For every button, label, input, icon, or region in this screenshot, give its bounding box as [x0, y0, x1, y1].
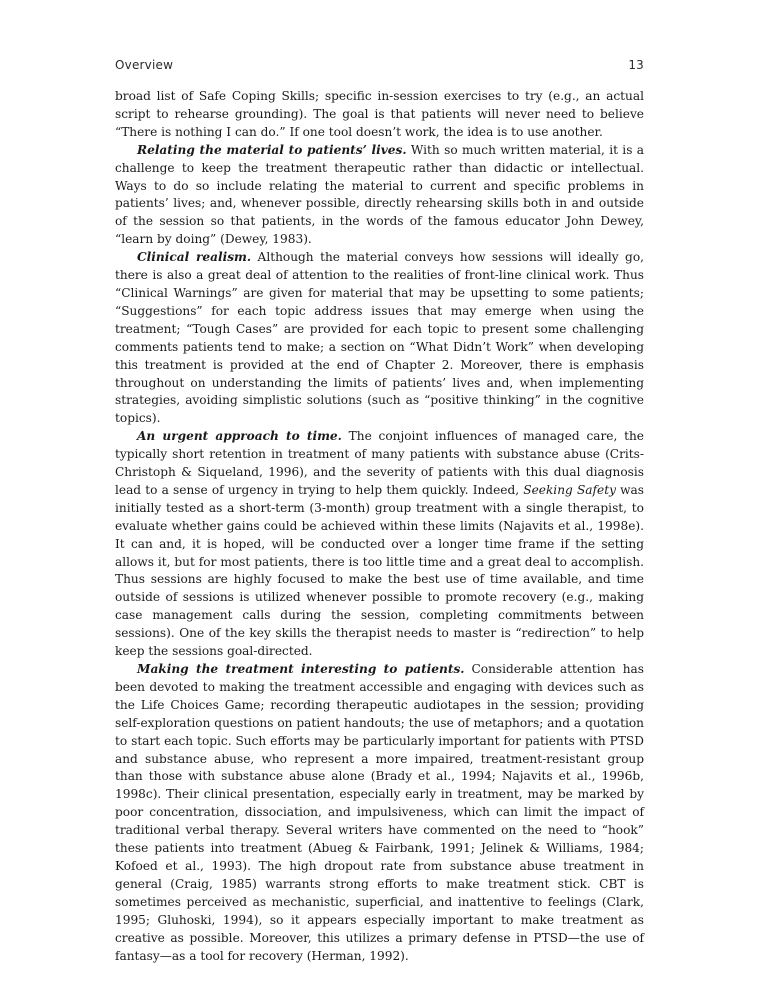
paragraph-text: The conjoint influences of managed care, the typically short retention in treatment of many patients with substance abuse (Crits-Christoph & Siqueland, 1996), and the severity of patients with this dual diagnosis lead to a sense of urgency in trying to help them quickly. Indeed,: [115, 429, 644, 497]
run-in-heading: Relating the material to patients’ lives.: [137, 142, 407, 157]
body-text: [115, 88, 644, 965]
paragraph-urgent-approach: [115, 428, 644, 661]
paragraph-text: Considerable attention has been devoted to making the treatment accessible and engaging with devices such as the Life Choices Game; recording therapeutic audiotapes in the session; providing self-exploration questions on patient handouts; the use of metaphors; and a quotation to start each topic. Such efforts may be particularly important for patients with PTSD and substance abuse, who represent a more impaired, treatment-resistant group than those with substance abuse alone (Brady et al., 1994; Najavits et al., 1996b, 1998c). Their clinical presentation, especially early in treatment, may be marked by poor concentration, dissociation, and impulsiveness, which can limit the impact of traditional verbal therapy. Several writers have commented on the need to “hook” these patients into treatment (Abueg & Fairbank, 1991; Jelinek & Williams, 1984; Kofoed et al., 1993). The high dropout rate from substance abuse treatment in general (Craig, 1985) warrants strong efforts to make treatment stick. CBT is sometimes perceived as mechanistic, superficial, and inattentive to feelings (Clark, 1995; Gluhoski, 1994), so it appears especially important to make treatment as creative as possible. Moreover, this utilizes a primary defense in PTSD—the use of fantasy—as a tool for recovery (Herman, 1992).: [115, 662, 644, 963]
paragraph-text: was initially tested as a short-term (3-month) group treatment with a single therapist, to evaluate whether gains could be achieved within these limits (Najavits et al., 1998e). It can and, it is hoped, will be conducted over a longer time frame if the setting allows it, but for most patients, there is too little time and a great deal to accomplish. Thus sessions are highly focused to make the best use of time available, and time outside of sessions is utilized whenever possible to promote recovery (e.g., making case management calls during the session, completing commitments between sessions). One of the key skills the therapist needs to master is “redirection” to help keep the sessions goal-directed.: [115, 482, 644, 659]
paragraph-text: Although the material conveys how sessions will ideally go, there is also a great deal of attention to the realities of front-line clinical work. Thus “Clinical Warnings” are given for material that may be upsetting to some patients; “Suggestions” for each topic address issues that may emerge when using the treatment; “Tough Cases” are provided for each topic to present some challenging comments patients tend to make; a section on “What Didn’t Work” when developing this treatment is provided at the end of Chapter 2. Moreover, there is emphasis throughout on understanding the limits of patients’ lives and, when implementing strategies, avoiding simplistic solutions (such as “positive thinking” in the cognitive topics).: [115, 250, 644, 426]
paragraph-clinical-realism: [115, 249, 644, 428]
page-number: 13: [628, 58, 644, 72]
book-title: Seeking Safety: [523, 482, 616, 497]
run-in-heading: Making the treatment interesting to patients.: [137, 662, 465, 676]
section-title: Overview: [115, 58, 174, 72]
run-in-heading: An urgent approach to time.: [137, 429, 342, 444]
paragraph-relating-material: [115, 142, 644, 249]
paragraph-continued: [115, 88, 644, 142]
run-in-heading: Clinical realism.: [137, 250, 252, 265]
book-page: [115, 58, 644, 965]
paragraph-text: broad list of Safe Coping Skills; specific in-session exercises to try (e.g., an actual script to rehearse grounding). The goal is that patients will never need to believe “There is nothing I can do.” If one tool doesn’t work, the idea is to use another.: [115, 89, 644, 139]
paragraph-interesting-treatment: [115, 661, 644, 965]
paragraph-text: With so much written material, it is a challenge to keep the treatment therapeutic rather than didactic or intellectual. Ways to do so include relating the material to current and specific problems in patients’ lives; and, whenever possible, directly rehearsing skills both in and outside of the session so that patients, in the words of the famous educator John Dewey, “learn by doing” (Dewey, 1983).: [115, 142, 644, 247]
running-head: [115, 58, 644, 72]
